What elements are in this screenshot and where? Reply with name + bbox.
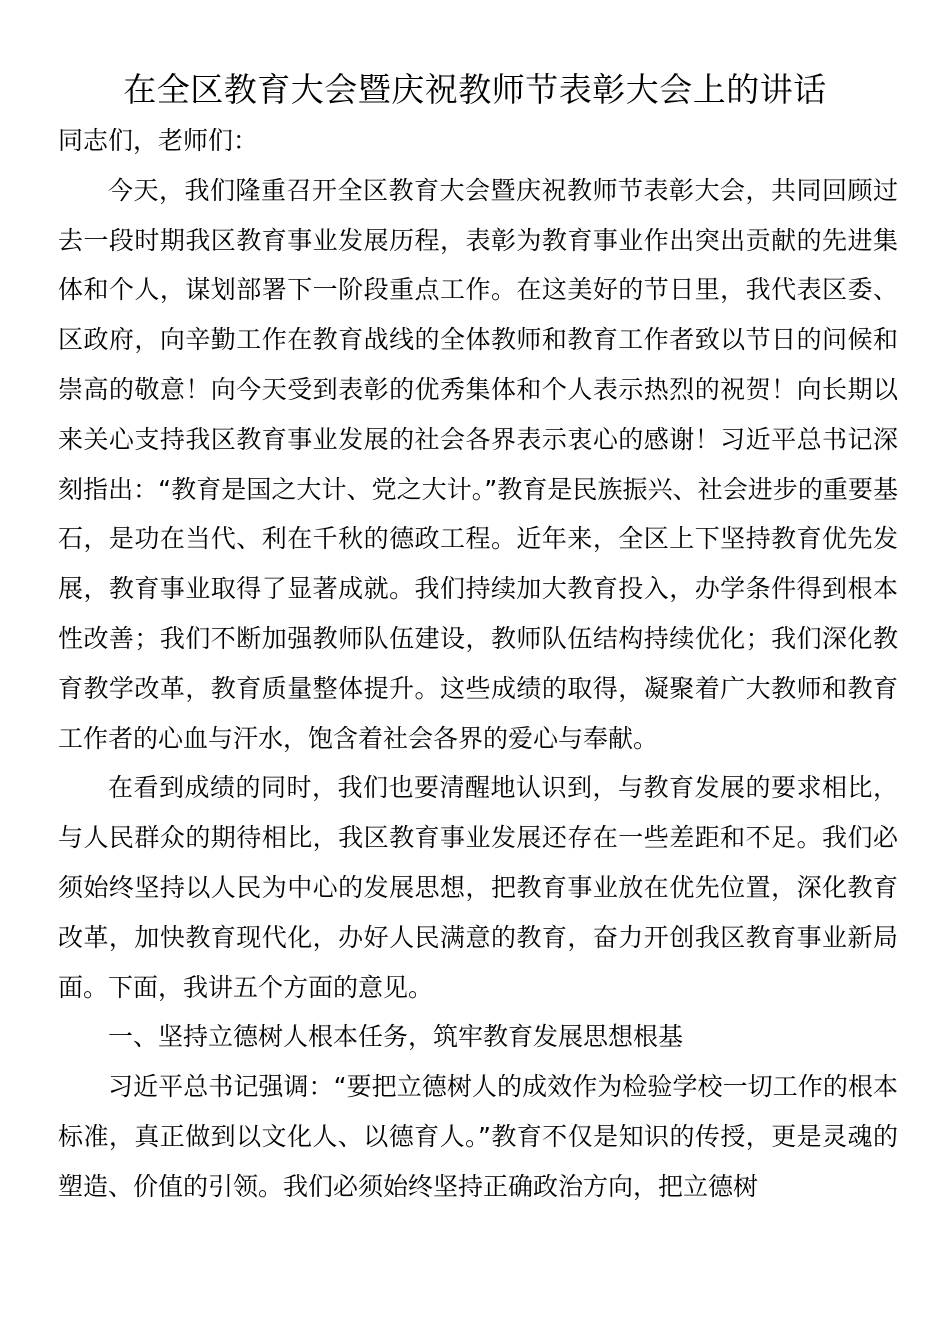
document-title: 在全区教育大会暨庆祝教师节表彰大会上的讲话 bbox=[123, 70, 827, 109]
paragraph-2: 在看到成绩的同时，我们也要清醒地认识到，与教育发展的要求相比，与人民群众的期待相比，我区教育事业发展还存在一些差距和不足。我们必须始终坚持以人民为中心的发展思想，把教育事业放在优先位置，深化教育改革，加快教育现代化，办好人民满意的教育，奋力开创我区教育事业新局面。下面，我讲五个方面的意见。 bbox=[58, 773, 898, 1002]
section-paragraph: 习近平总书记强调：“要把立德树人的成效作为检验学校一切工作的根本标准，真正做到以文化人、以德育人。”教育不仅是知识的传授，更是灵魂的塑造、价值的引领。我们必须始终坚持正确政治方向，把立德树 bbox=[58, 1072, 898, 1201]
salutation: 同志们，老师们： bbox=[58, 126, 259, 155]
document-body bbox=[58, 116, 898, 1212]
paragraph-1: 今天，我们隆重召开全区教育大会暨庆祝教师节表彰大会，共同回顾过去一段时期我区教育事业发展历程，表彰为教育事业作出突出贡献的先进集体和个人，谋划部署下一阶段重点工作。在这美好的节日里，我代表区委、区政府，向辛勤工作在教育战线的全体教师和教育工作者致以节日的问候和崇高的敬意！向今天受到表彰的优秀集体和个人表示热烈的祝贺！向长期以来关心支持我区教育事业发展的社会各界表示衷心的感谢！习近平总书记深刻指出：“教育是国之大计、党之大计。”教育是民族振兴、社会进步的重要基石，是功在当代、利在千秋的德政工程。近年来，全区上下坚持教育优先发展，教育事业取得了显著成就。我们持续加大教育投入，办学条件得到根本性改善；我们不断加强教师队伍建设，教师队伍结构持续优化；我们深化教育教学改革，教育质量整体提升。这些成绩的取得，凝聚着广大教师和教育工作者的心血与汗水，饱含着社会各界的爱心与奉献。 bbox=[58, 175, 898, 753]
section-heading: 一、坚持立德树人根本任务，筑牢教育发展思想根基 bbox=[108, 1022, 684, 1052]
